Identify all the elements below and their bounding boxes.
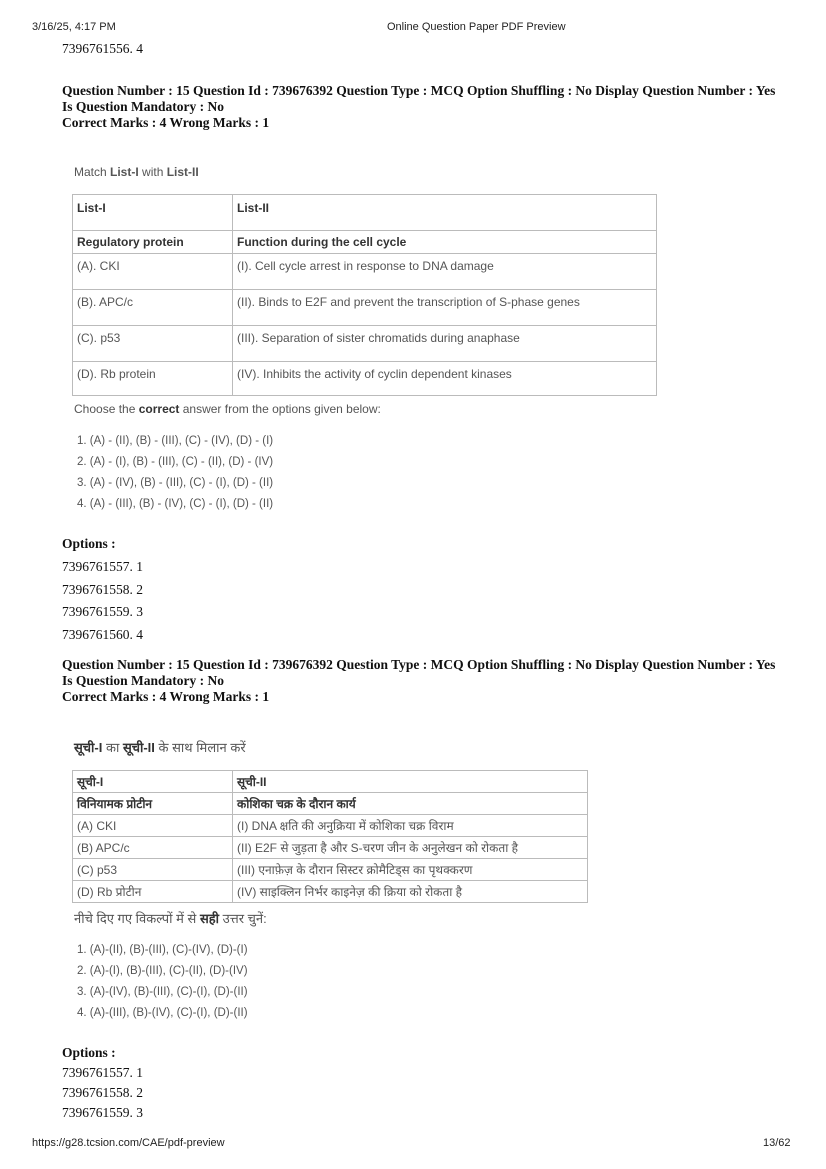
option-item: 7396761558. 2 bbox=[62, 581, 143, 597]
instr-list2: List-II bbox=[166, 165, 199, 179]
instr-list1: सूची-I bbox=[74, 740, 103, 755]
answer-choice: 2. (A)-(I), (B)-(III), (C)-(II), (D)-(IV) bbox=[77, 965, 248, 977]
table-cell: (C) p53 bbox=[73, 859, 233, 881]
answer-choice: 4. (A) - (III), (B) - (IV), (C) - (I), (D) - (II) bbox=[77, 498, 274, 510]
table-row bbox=[73, 362, 657, 396]
table-subheader-2: Function during the cell cycle bbox=[233, 231, 657, 254]
table-cell: (IV) साइक्लिन निर्भर काइनेज़ की क्रिया को रोकता है bbox=[233, 881, 588, 903]
print-title: Online Question Paper PDF Preview bbox=[387, 21, 566, 33]
table-cell: (A) CKI bbox=[73, 815, 233, 837]
table-cell: (III) एनाफ़ेज़ के दौरान सिस्टर क्रोमैटिड्स का पृथक्करण bbox=[233, 859, 588, 881]
table-header-list1: List-I bbox=[73, 195, 233, 231]
options-label: Options : bbox=[62, 536, 116, 551]
table-cell: (D) Rb प्रोटीन bbox=[73, 881, 233, 903]
instr-suffix: के साथ मिलान करें bbox=[154, 740, 246, 755]
answer-choice: 1. (A)-(II), (B)-(III), (C)-(IV), (D)-(I) bbox=[77, 944, 248, 956]
table-cell: (D). Rb protein bbox=[73, 362, 233, 396]
options-list bbox=[62, 1063, 782, 1123]
table-row bbox=[73, 837, 588, 859]
table-cell: (II). Binds to E2F and prevent the transcription of S-phase genes bbox=[233, 290, 657, 326]
choose-suffix: उत्तर चुनें: bbox=[219, 911, 267, 926]
table-cell: (B). APC/c bbox=[73, 290, 233, 326]
choose-bold: correct bbox=[138, 402, 180, 416]
table-cell: (I) DNA क्षति की अनुक्रिया में कोशिका चक्र विराम bbox=[233, 815, 588, 837]
table-cell: (II) E2F से जुड़ता है और S-चरण जीन के अनुलेखन को रोकता है bbox=[233, 837, 588, 859]
page-url[interactable]: https://g28.tcsion.com/CAE/pdf-preview bbox=[32, 1137, 225, 1149]
table-cell: (A). CKI bbox=[73, 254, 233, 290]
answer-choices-hindi bbox=[77, 940, 248, 1024]
table-subheader-1: विनियामक प्रोटीन bbox=[73, 793, 233, 815]
answer-choice: 1. (A) - (II), (B) - (III), (C) - (IV), (D) - (I) bbox=[77, 435, 274, 447]
option-item: 7396761557. 1 bbox=[62, 559, 143, 574]
table-header-list2: List-II bbox=[233, 195, 657, 231]
question-meta-line2: Is Question Mandatory : No bbox=[62, 673, 225, 688]
instr-mid: का bbox=[102, 740, 123, 755]
table-cell: (IV). Inhibits the activity of cyclin dependent kinases bbox=[233, 362, 657, 396]
table-cell: (I). Cell cycle arrest in response to DNA damage bbox=[233, 254, 657, 290]
table-row bbox=[73, 326, 657, 362]
question-meta-line1: Question Number : 15 Question Id : 739676392 Question Type : MCQ Option Shuffling : No Display Question Number : Yes bbox=[62, 83, 776, 98]
option-item: 7396761557. 1 bbox=[62, 1065, 143, 1080]
choose-instruction bbox=[74, 402, 381, 416]
options-label: Options : bbox=[62, 1045, 116, 1060]
table-cell: (B) APC/c bbox=[73, 837, 233, 859]
page-number: 13/62 bbox=[763, 1137, 791, 1149]
answer-choice: 3. (A)-(IV), (B)-(III), (C)-(I), (D)-(II) bbox=[77, 986, 248, 998]
option-item: 7396761559. 3 bbox=[62, 604, 143, 619]
answer-choice: 3. (A) - (IV), (B) - (III), (C) - (I), (D) - (II) bbox=[77, 477, 274, 489]
instr-prefix: Match bbox=[74, 165, 111, 179]
question-marks: Correct Marks : 4 Wrong Marks : 1 bbox=[62, 115, 270, 130]
match-instruction bbox=[74, 165, 199, 179]
table-row bbox=[73, 881, 588, 903]
match-instruction-hindi bbox=[74, 738, 246, 756]
table-cell: (C). p53 bbox=[73, 326, 233, 362]
question-meta-2 bbox=[62, 657, 782, 705]
instr-list2: सूची-II bbox=[122, 740, 155, 755]
answer-choice: 2. (A) - (I), (B) - (III), (C) - (II), (D) - (IV) bbox=[77, 456, 274, 468]
match-table bbox=[72, 194, 657, 396]
print-datetime: 3/16/25, 4:17 PM bbox=[32, 21, 116, 33]
table-subheader-1: Regulatory protein bbox=[73, 231, 233, 254]
question-meta-line1: Question Number : 15 Question Id : 739676392 Question Type : MCQ Option Shuffling : No Display Question Number : Yes bbox=[62, 657, 776, 672]
choose-suffix: answer from the options given below: bbox=[179, 402, 381, 416]
answer-choices bbox=[77, 431, 273, 515]
instr-list1: List-I bbox=[110, 165, 139, 179]
table-header-row bbox=[73, 195, 657, 231]
option-item: 7396761559. 3 bbox=[62, 1105, 143, 1120]
answer-choice: 4. (A)-(III), (B)-(IV), (C)-(I), (D)-(II) bbox=[77, 1007, 248, 1019]
table-subheader-2: कोशिका चक्र के दौरान कार्य bbox=[233, 793, 588, 815]
table-subheader-row bbox=[73, 793, 588, 815]
choose-instruction-hindi bbox=[74, 909, 267, 927]
table-cell: (III). Separation of sister chromatids during anaphase bbox=[233, 326, 657, 362]
match-table-hindi bbox=[72, 770, 588, 903]
table-subheader-row bbox=[73, 231, 657, 254]
table-header-list2: सूची-II bbox=[233, 771, 588, 793]
options-list bbox=[62, 556, 782, 646]
choose-prefix: Choose the bbox=[74, 402, 139, 416]
table-row bbox=[73, 290, 657, 326]
table-header-list1: सूची-I bbox=[73, 771, 233, 793]
table-row bbox=[73, 254, 657, 290]
question-marks: Correct Marks : 4 Wrong Marks : 1 bbox=[62, 689, 270, 704]
table-row bbox=[73, 859, 588, 881]
table-header-row bbox=[73, 771, 588, 793]
carryover-option: 7396761556. 4 bbox=[62, 41, 143, 56]
choose-prefix: नीचे दिए गए विकल्पों में से bbox=[74, 911, 200, 926]
instr-mid: with bbox=[138, 165, 167, 179]
choose-bold: सही bbox=[199, 911, 220, 926]
option-item: 7396761560. 4 bbox=[62, 626, 143, 642]
table-row bbox=[73, 815, 588, 837]
option-item: 7396761558. 2 bbox=[62, 1085, 143, 1100]
question-meta-line2: Is Question Mandatory : No bbox=[62, 99, 225, 114]
question-meta-1 bbox=[62, 83, 782, 131]
